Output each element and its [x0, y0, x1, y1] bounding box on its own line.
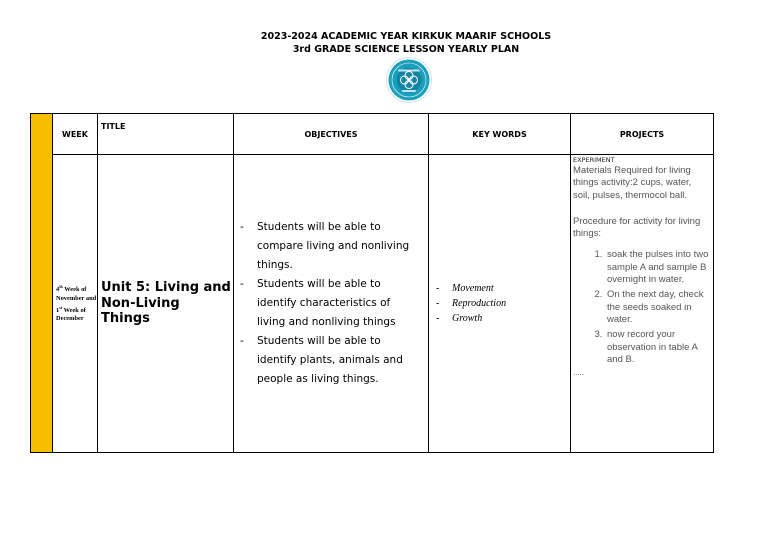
lesson-plan-table — [30, 113, 714, 453]
table-header-row — [31, 114, 714, 155]
procedure-step: 2. On the next day, check the seeds soaked in water. — [605, 289, 709, 326]
school-logo-icon — [386, 57, 432, 103]
header-projects: PROJECTS — [571, 114, 714, 155]
document-header — [0, 30, 768, 56]
header-title: TITLE — [98, 114, 234, 155]
experiment-heading: EXPERIMENT — [573, 156, 615, 164]
week-cell: 4th Week of November and 1st Week of December — [53, 155, 98, 453]
header-line-1: 2023-2024 ACADEMIC YEAR KIRKUK MAARIF SCHOOLS — [260, 31, 552, 42]
objective-item: - Students will be able to compare living and nonliving things. — [240, 218, 420, 275]
key-word-item: - Reproduction — [436, 296, 570, 311]
header-objectives: OBJECTIVES — [234, 114, 429, 155]
procedure-step: 3. now record your observation in table A and B. — [605, 329, 709, 366]
objective-item: - Students will be able to identify characteristics of living and nonliving things — [240, 275, 420, 332]
header-line-2: 3rd GRADE SCIENCE LESSON YEARLY PLAN — [292, 44, 520, 55]
objectives-list — [234, 218, 428, 389]
header-key-words: KEY WORDS — [429, 114, 571, 155]
projects-cell — [571, 155, 714, 453]
objectives-cell — [234, 155, 429, 453]
key-word-item: - Movement — [436, 281, 570, 296]
procedure-step: 1. soak the pulses into two sample A and sample B overnight in water. — [605, 249, 709, 286]
continuation-dots: ..... — [573, 368, 585, 378]
accent-strip — [31, 114, 53, 453]
objective-item: - Students will be able to identify plants, animals and people as living things. — [240, 332, 420, 389]
key-words-cell — [429, 155, 571, 453]
key-word-item: - Growth — [436, 311, 570, 326]
materials-text: Materials Required for living things activity:2 cups, water, soil, pulses, thermocol ball. — [573, 165, 692, 201]
key-words-list — [429, 281, 570, 326]
unit-title: Unit 5: Living and Non-Living Things — [98, 155, 234, 453]
table-row — [31, 155, 714, 453]
procedure-steps — [573, 249, 709, 366]
procedure-title: Procedure for activity for living things: — [573, 215, 701, 240]
header-week: WEEK — [53, 114, 98, 155]
